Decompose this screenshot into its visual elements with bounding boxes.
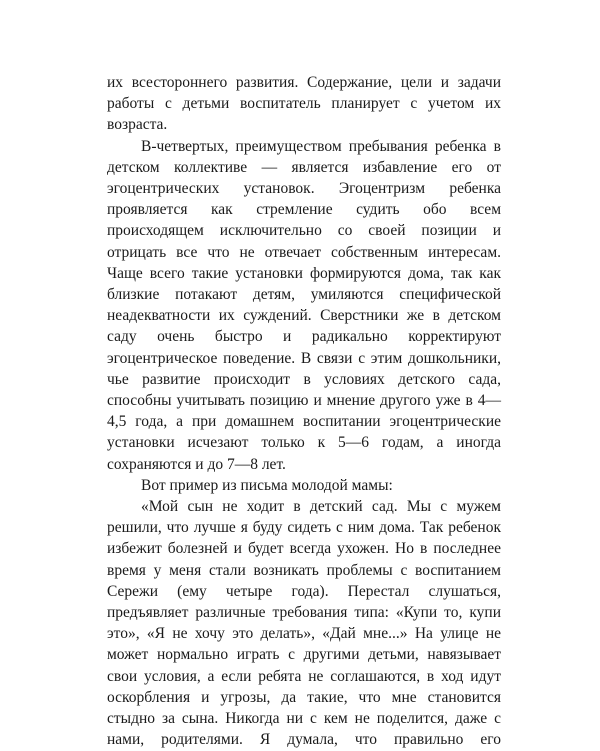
text-line: саду очень быстро и радикально корректируют — [107, 328, 501, 346]
text-line: 4,5 года, а при домашнем воспитании эгоцентрические — [107, 413, 501, 431]
text-line: предъявляет различные требования типа: «Купи то, купи — [107, 604, 501, 622]
text-line: отрицать все что не отвечает собственным интересам. — [107, 243, 501, 261]
text-line: Вот пример из письма молодой мамы: — [141, 476, 393, 494]
text-line: их всестороннего развития. Содержание, цели и задачи — [107, 74, 501, 91]
text-line: оскорбления и угрозы, да такие, что мне становится — [107, 688, 501, 706]
text-line: время у меня стали возникать проблемы с воспитанием — [107, 561, 501, 579]
text-line: стыдно за сына. Никогда ни с кем не поделится, даже с — [107, 710, 501, 728]
text-line: может нормально играть с другими детьми, навязывает — [107, 646, 501, 664]
text-line: решили, что лучше я буду сидеть с ним дома. Так ребенок — [107, 519, 501, 537]
text-line: Чаще всего такие установки формируются дома, так как — [107, 264, 501, 282]
text-line: работы с детьми воспитатель планирует с учетом их — [107, 95, 501, 113]
text-line: проявляется как стремление судить обо всем — [107, 201, 501, 219]
text-line: детском коллективе — является избавление его от — [107, 158, 501, 176]
text-line: нами, родителями. Я думала, что правильно его — [107, 731, 501, 749]
page-body — [107, 72, 501, 751]
text-line: происходящем исключительно со своей позиции и — [107, 222, 501, 240]
text-line: установки исчезают только к 5—6 годам, а иногда — [107, 434, 501, 452]
text-line: Сережи (ему четыре года). Перестал слушаться, — [107, 582, 501, 600]
text-line: чье развитие происходит в условиях детского сада, — [107, 370, 501, 388]
text-line: возраста. — [107, 116, 168, 134]
text-line: свои условия, а если ребята не соглашаются, в ход идут — [107, 667, 501, 685]
text-line: избежит болезней и будет всегда ухожен. Но в последнее — [107, 540, 501, 558]
text-line: сохраняются и до 7—8 лет. — [107, 455, 286, 473]
text-line: способны учитывать позицию и мнение другого уже в 4— — [107, 392, 501, 410]
text-line: В-четвертых, преимуществом пребывания ребенка в — [141, 137, 501, 155]
text-line: эгоцентрическое поведение. В связи с этим дошкольники, — [107, 349, 501, 367]
text-line: эгоцентрических установок. Эгоцентризм ребенка — [107, 180, 501, 198]
text-line: «Мой сын не ходит в детский сад. Мы с мужем — [141, 498, 501, 516]
text-line: неадекватности их суждений. Сверстники же в детском — [107, 307, 501, 325]
text-line: это», «Я не хочу это делать», «Дай мне...» На улице не — [107, 625, 501, 643]
text-line: близкие потакают детям, умиляются специфической — [107, 286, 501, 304]
